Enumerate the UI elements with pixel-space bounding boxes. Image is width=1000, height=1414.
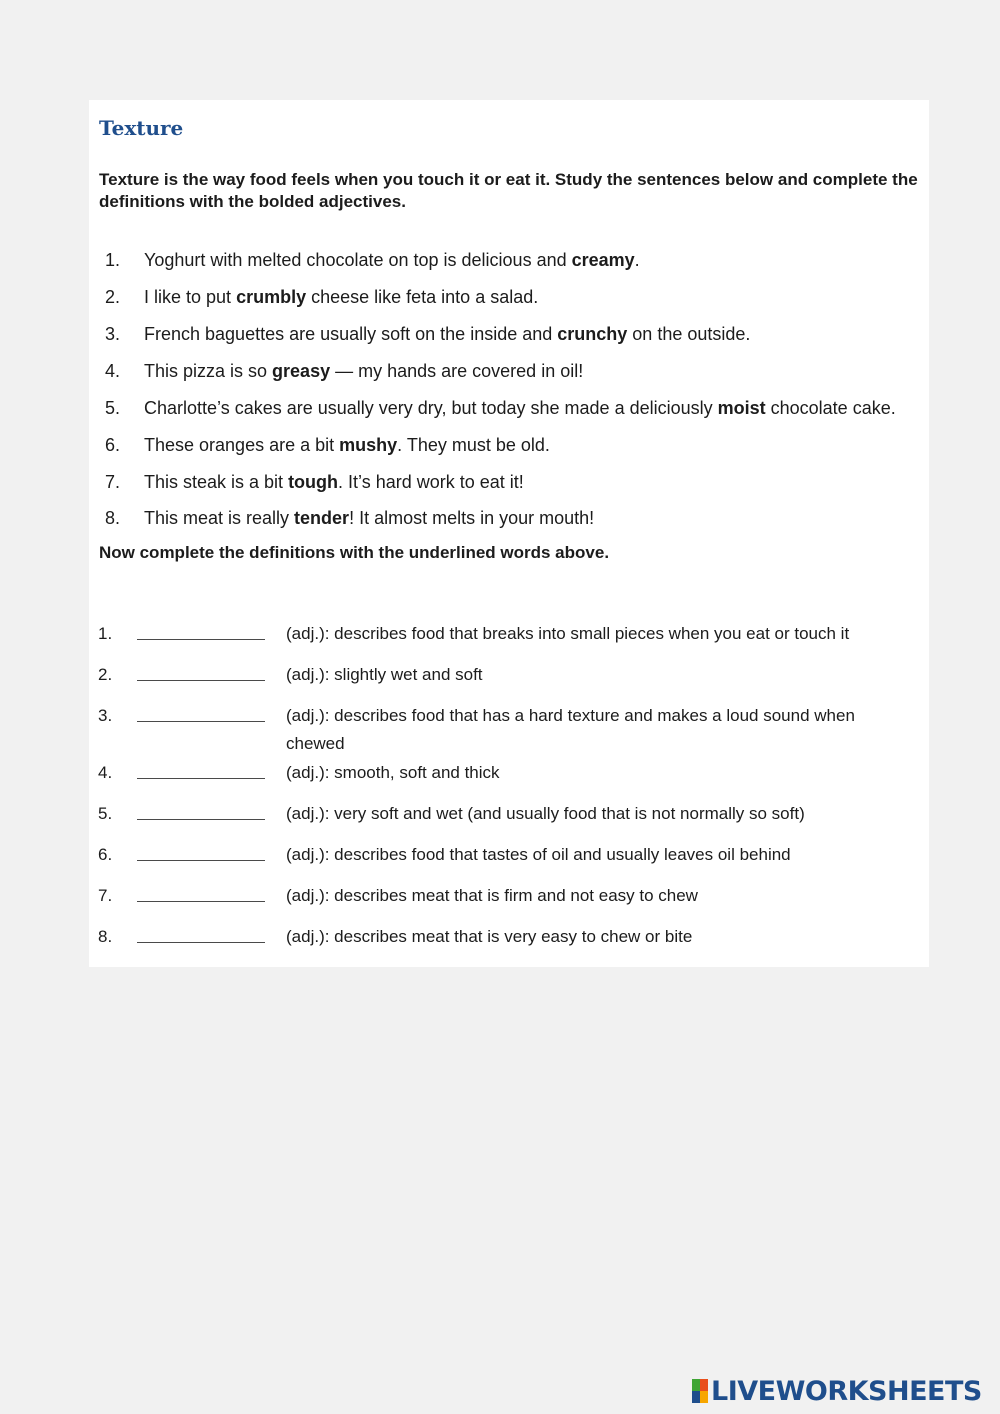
intro-text: Texture is the way food feels when you touch it or eat it. Study the sentences below and complete the definitions with the bolded adjectives. xyxy=(99,170,918,211)
sentence-number: 6. xyxy=(105,435,121,455)
definition-text: (adj.): very soft and wet (and usually food that is not normally so soft) xyxy=(286,804,805,823)
liveworksheets-logo-icon xyxy=(692,1379,708,1403)
answer-blank[interactable] xyxy=(137,778,265,779)
sentence-text: — my hands are covered in oil! xyxy=(330,361,584,381)
bold-adjective: mushy xyxy=(339,435,398,455)
sentence-text: This meat is really xyxy=(144,508,295,528)
bold-adjective: creamy xyxy=(571,250,635,270)
definition-text: (adj.): slightly wet and soft xyxy=(286,665,483,684)
sentence-number: 2. xyxy=(105,287,121,307)
sentence-text: These oranges are a bit xyxy=(144,435,340,455)
sentence-text: . They must be old. xyxy=(397,435,550,455)
logo-square-orange xyxy=(700,1391,708,1403)
sentence-text: Yoghurt with melted chocolate on top is delicious and xyxy=(144,250,572,270)
brand-name: LIVEWORKSHEETS xyxy=(711,1375,982,1407)
sentence-item xyxy=(89,395,929,421)
bold-adjective: tender xyxy=(294,508,350,528)
sentence-text: This steak is a bit xyxy=(144,472,289,492)
worksheet xyxy=(89,100,929,967)
bold-adjective: crunchy xyxy=(557,324,628,344)
sentence-text: This pizza is so xyxy=(144,361,273,381)
sentence-item xyxy=(89,432,929,458)
bold-adjective: moist xyxy=(717,398,766,418)
bold-adjective: greasy xyxy=(272,361,331,381)
sentence-item xyxy=(89,505,929,531)
answer-blank[interactable] xyxy=(137,721,265,722)
answer-blank[interactable] xyxy=(137,942,265,943)
sentence-number: 3. xyxy=(105,324,121,344)
answer-blank[interactable] xyxy=(137,680,265,681)
sentence-text: on the outside. xyxy=(627,324,751,344)
sentence-text: ! It almost melts in your mouth! xyxy=(349,508,595,528)
definition-text: (adj.): describes meat that is very easy to chew or bite xyxy=(286,927,693,946)
definition-number: 5. xyxy=(98,804,113,823)
bold-adjective: crumbly xyxy=(236,287,307,307)
definition-number: 6. xyxy=(98,845,113,864)
definition-text: (adj.): describes food that tastes of oil and usually leaves oil behind xyxy=(286,845,791,864)
sentence-text: chocolate cake. xyxy=(765,398,896,418)
sentence-item xyxy=(89,284,929,310)
definition-text: (adj.): smooth, soft and thick xyxy=(286,763,500,782)
sentence-number: 7. xyxy=(105,472,121,492)
definition-number: 2. xyxy=(98,665,113,684)
sentence-number: 5. xyxy=(105,398,121,418)
definition-text: (adj.): describes food that has a hard texture and makes a loud sound when chewed xyxy=(286,706,855,753)
answer-blank[interactable] xyxy=(137,860,265,861)
definition-number: 8. xyxy=(98,927,113,946)
definition-number: 7. xyxy=(98,886,113,905)
answer-blank[interactable] xyxy=(137,901,265,902)
sentence-item xyxy=(89,358,929,384)
sentence-item xyxy=(89,247,929,273)
definitions-instruction: Now complete the definitions with the underlined words above. xyxy=(99,543,610,562)
sentence-text: cheese like feta into a salad. xyxy=(306,287,539,307)
sentence-item xyxy=(89,321,929,347)
definition-text: (adj.): describes food that breaks into small pieces when you eat or touch it xyxy=(286,624,850,643)
worksheet-title: Texture xyxy=(99,116,184,140)
sentence-text: . It’s hard work to eat it! xyxy=(338,472,524,492)
definition-number: 3. xyxy=(98,706,113,725)
sentence-item xyxy=(89,469,929,495)
logo-square-blue xyxy=(692,1391,700,1403)
sentence-number: 1. xyxy=(105,250,121,270)
logo-square-red xyxy=(700,1379,708,1391)
answer-blank[interactable] xyxy=(137,639,265,640)
sentence-text: French baguettes are usually soft on the inside and xyxy=(144,324,558,344)
sentence-number: 4. xyxy=(105,361,121,381)
sentence-text: Charlotte’s cakes are usually very dry, but today she made a deliciously xyxy=(144,398,718,418)
definition-text: (adj.): describes meat that is firm and not easy to chew xyxy=(286,886,698,905)
logo-square-green xyxy=(692,1379,700,1391)
liveworksheets-logo[interactable] xyxy=(692,1374,982,1408)
sentence-number: 8. xyxy=(105,508,121,528)
sentence-text: . xyxy=(634,250,640,270)
bold-adjective: tough xyxy=(288,472,339,492)
sentence-text: I like to put xyxy=(144,287,237,307)
definition-number: 1. xyxy=(98,624,113,643)
answer-blank[interactable] xyxy=(137,819,265,820)
definition-number: 4. xyxy=(98,763,113,782)
